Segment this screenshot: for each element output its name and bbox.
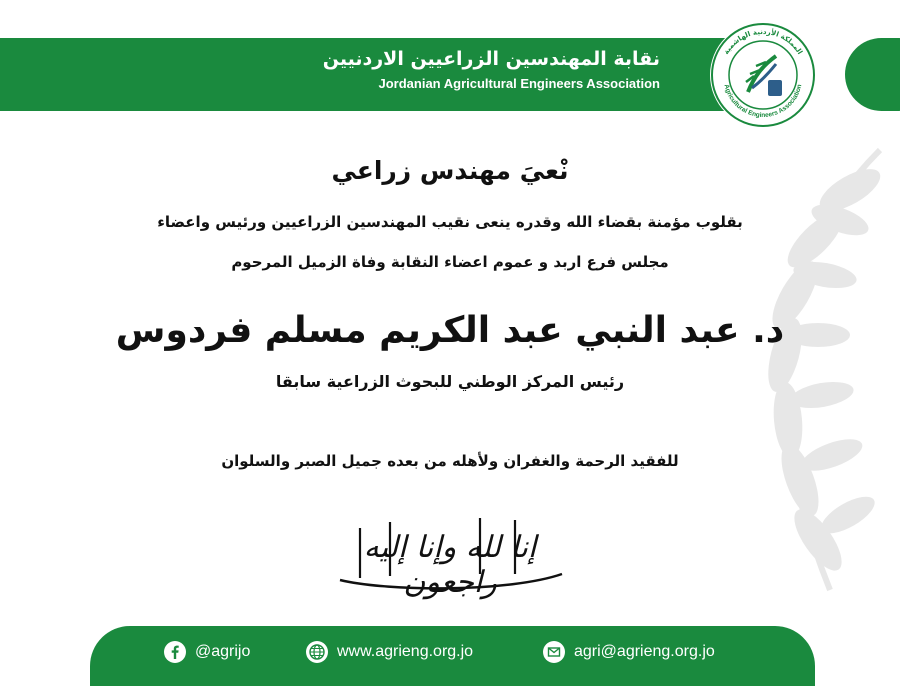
email-address: agri@agrieng.org.jo	[574, 643, 715, 660]
verse-text: إنا لله وإنا إليه راجعون	[363, 530, 537, 600]
condolence-text: للفقيد الرحمة والغفران ولأهله من بعده جميل الصبر والسلوان	[221, 452, 679, 470]
website-link[interactable]	[306, 640, 473, 664]
globe-icon	[306, 641, 328, 663]
announcement-paragraph-line-2: مجلس فرع اربد و عموم اعضاء النقابة وفاة الزميل المرحوم	[231, 253, 669, 271]
website-url: www.agrieng.org.jo	[337, 643, 474, 660]
announcement-paragraph-line-1: بقلوب مؤمنة بقضاء الله وقدره ينعى نقيب المهندسين الزراعيين ورئيس واعضاء	[157, 213, 743, 231]
logo-ring-english: Agricultural Engineers Association	[722, 83, 804, 120]
facebook-link[interactable]	[164, 640, 250, 664]
quran-verse-calligraphy	[330, 508, 570, 600]
announcement-title: نْعيَ مهندس زراعي	[331, 156, 569, 185]
association-name-english: Jordanian Agricultural Engineers Association	[378, 76, 660, 91]
facebook-handle: @agrijo	[195, 643, 251, 660]
deceased-name: د. عبد النبي عبد الكريم مسلم فردوس	[115, 310, 785, 351]
email-link[interactable]	[543, 640, 715, 664]
facebook-icon	[164, 641, 186, 663]
deceased-role: رئيس المركز الوطني للبحوث الزراعية سابقا	[275, 372, 625, 391]
email-icon	[543, 641, 565, 663]
logo-ring-arabic: المملكة الأردنية الهاشمية	[722, 27, 804, 56]
association-name-arabic: نقابة المهندسين الزراعيين الاردنيين	[322, 48, 660, 70]
